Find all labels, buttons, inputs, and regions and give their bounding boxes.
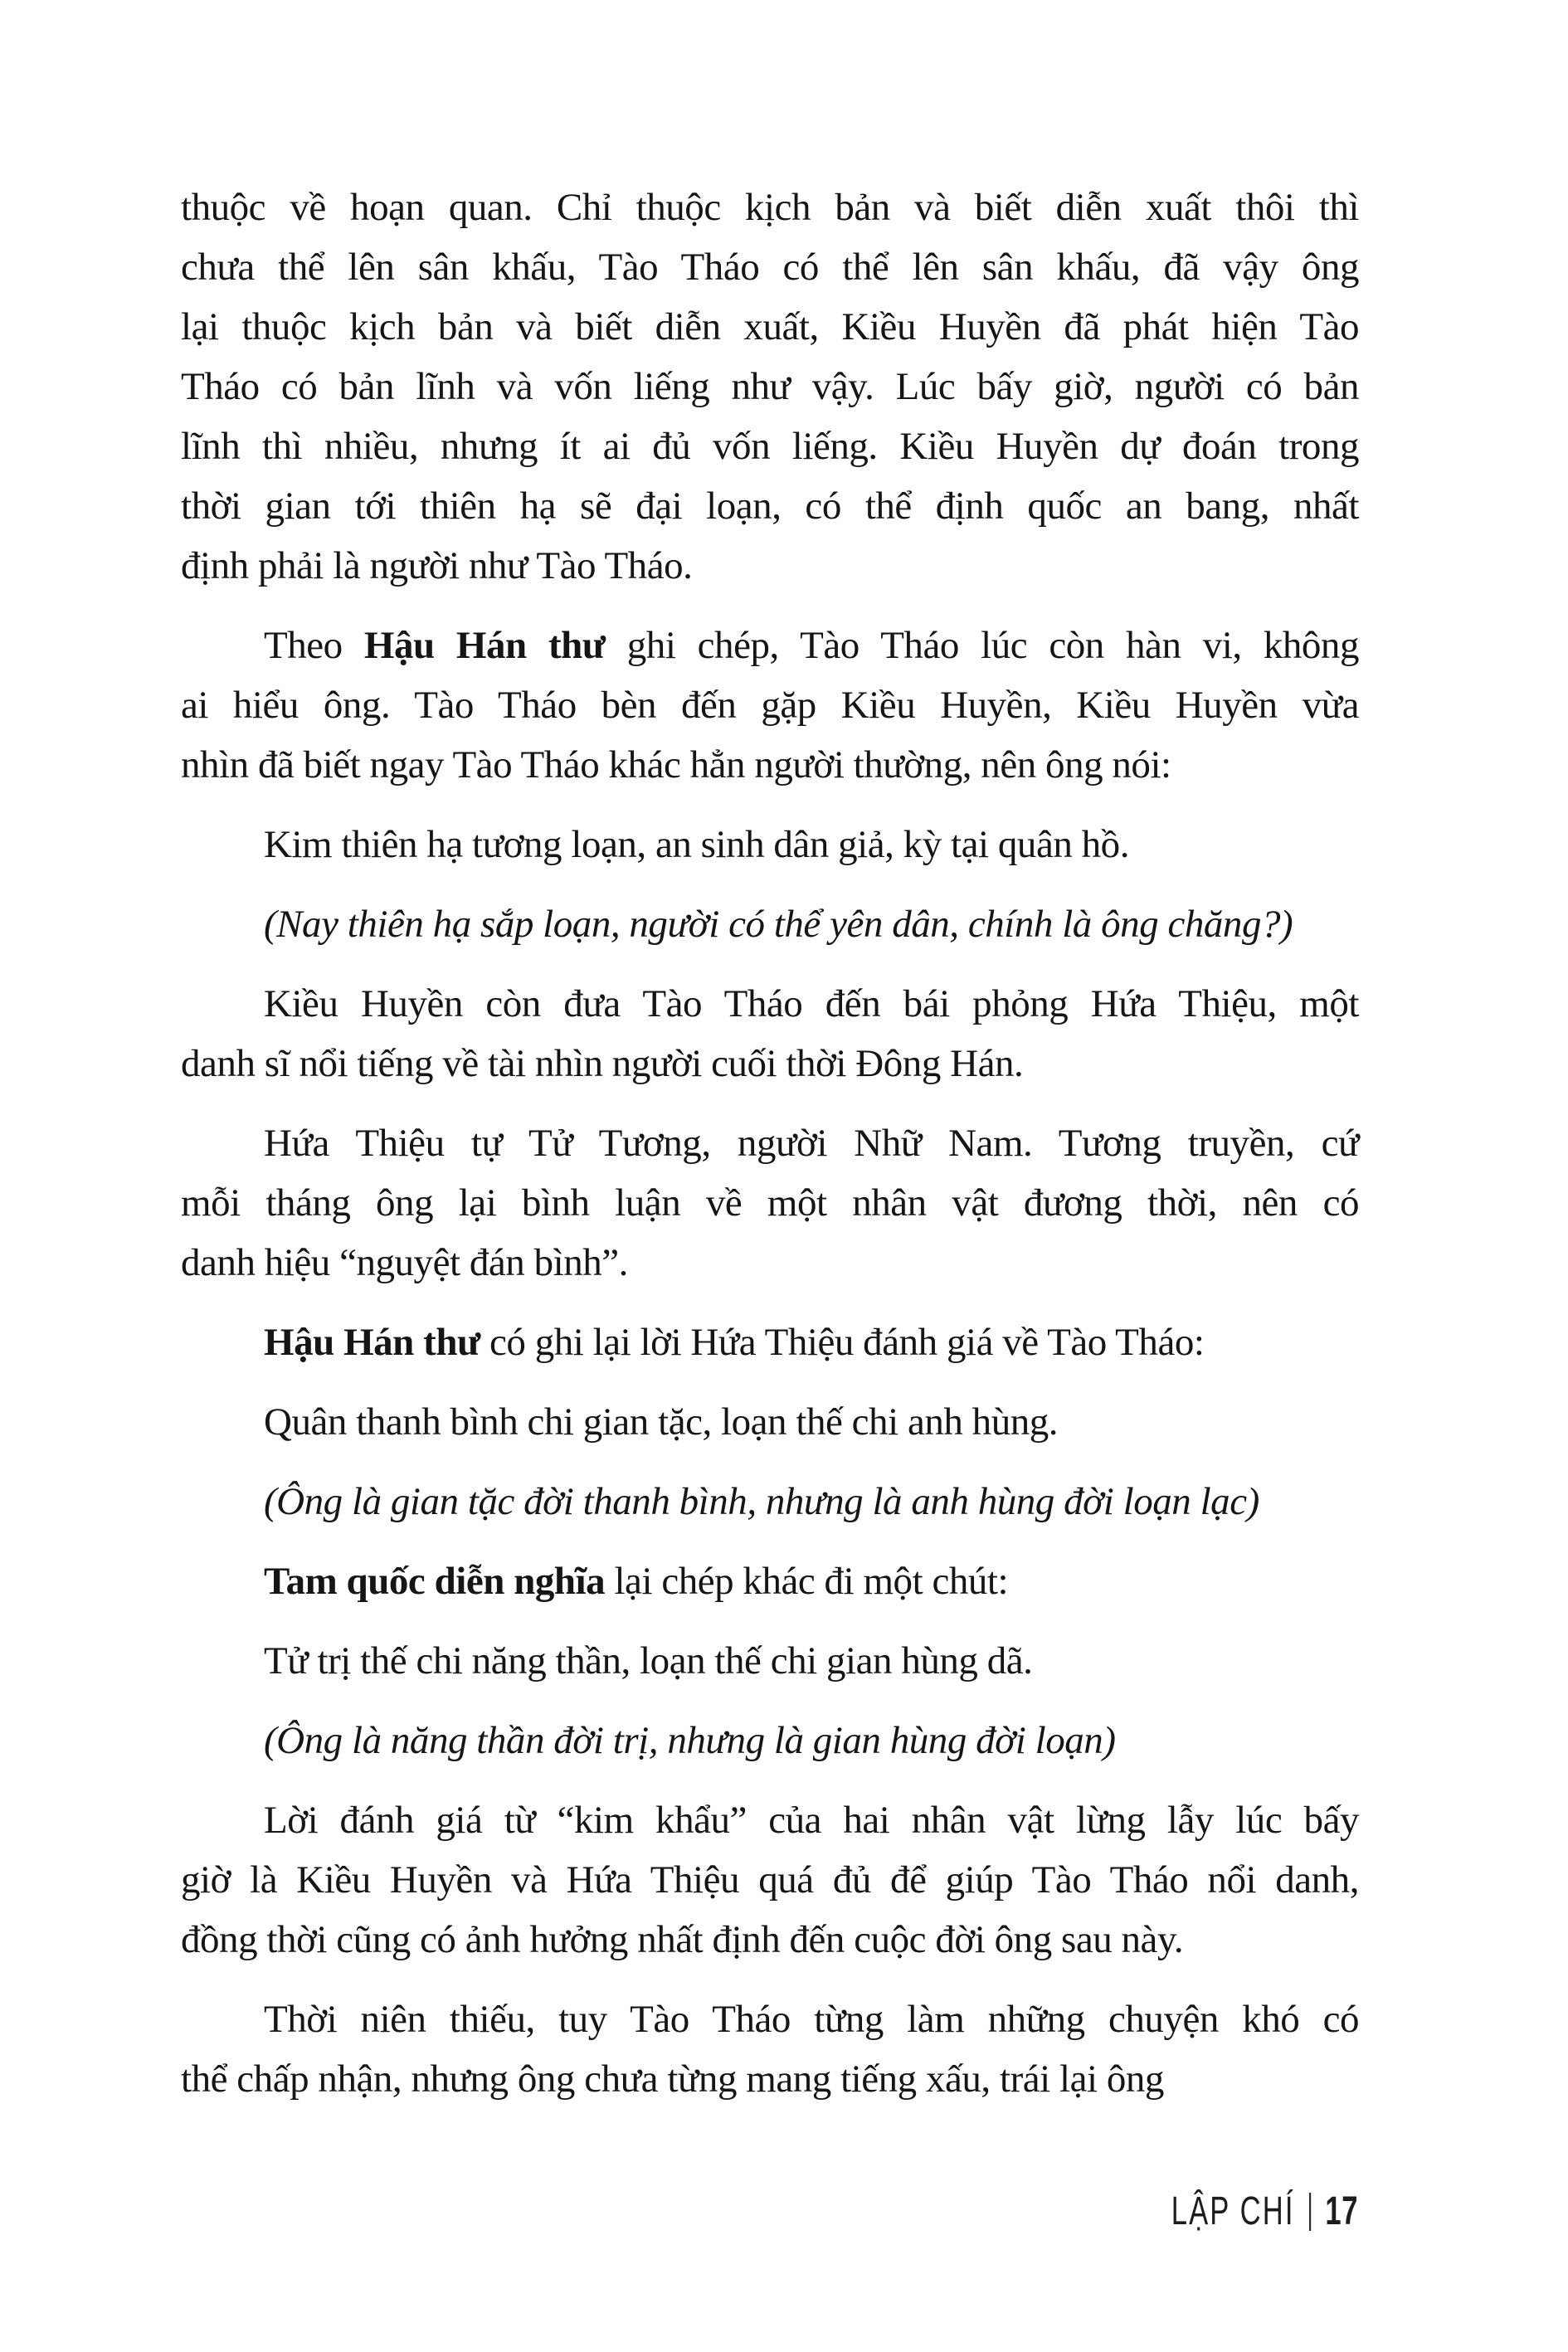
- text-run: thể chấp nhận, nhưng ông chưa từng mang tiếng xấu, trái lại ông: [181, 2057, 1164, 2101]
- quote: [181, 1392, 1359, 1452]
- book-title-bold: Tam quốc diễn nghĩa: [264, 1560, 606, 1603]
- text-run: thời gian tới thiên hạ sẽ đại loạn, có thể định quốc an bang, nhất: [181, 485, 1359, 528]
- paragraph: [181, 1989, 1359, 2109]
- page-number: 17: [1325, 2189, 1358, 2233]
- page-footer: [1171, 2187, 1358, 2237]
- text-run: lại chép khác đi một chút:: [605, 1560, 1009, 1603]
- paragraph: [181, 616, 1359, 795]
- text-line: [181, 735, 1359, 795]
- text-line: [181, 297, 1359, 357]
- quote-translation: [181, 1711, 1359, 1770]
- text-line: [181, 536, 1359, 596]
- text-line: [181, 1989, 1359, 2049]
- text-line: [181, 1850, 1359, 1910]
- text-line: [181, 476, 1359, 536]
- text-line: [181, 1551, 1359, 1611]
- paragraph: [181, 1551, 1359, 1611]
- text-run: Kim thiên hạ tương loạn, an sinh dân giả, kỳ tại quân hồ.: [264, 823, 1129, 866]
- text-line: [181, 178, 1359, 237]
- quote-translation: [181, 894, 1359, 954]
- text-run: (Ông là năng thần đời trị, nhưng là gian hùng đời loạn): [264, 1719, 1116, 1762]
- paragraph: [181, 1113, 1359, 1293]
- text-line: [181, 237, 1359, 297]
- text-run: danh sĩ nổi tiếng về tài nhìn người cuối thời Đông Hán.: [181, 1042, 1024, 1085]
- text-run: Lời đánh giá từ “kim khẩu” của hai nhân vật lừng lẫy lúc bấy: [264, 1799, 1359, 1842]
- text-line: [181, 894, 1359, 954]
- text-line: [181, 1034, 1359, 1093]
- text-line: [181, 1910, 1359, 1970]
- text-line: [181, 1711, 1359, 1770]
- paragraph: [181, 1790, 1359, 1970]
- paragraph: [181, 1312, 1359, 1372]
- text-run: Thời niên thiếu, tuy Tào Tháo từng làm những chuyện khó có: [264, 1998, 1359, 2041]
- text-line: [181, 2049, 1359, 2109]
- running-head: LẬP CHÍ: [1171, 2189, 1295, 2233]
- text-line: [181, 974, 1359, 1034]
- text-run: chưa thể lên sân khấu, Tào Tháo có thể lên sân khấu, đã vậy ông: [181, 246, 1359, 289]
- text-line: [181, 1392, 1359, 1452]
- text-line: [181, 1312, 1359, 1372]
- text-run: Kiều Huyền còn đưa Tào Tháo đến bái phỏng Hứa Thiệu, một: [264, 982, 1359, 1025]
- quote-translation: [181, 1472, 1359, 1531]
- quote: [181, 815, 1359, 874]
- footer-divider: [1309, 2193, 1311, 2231]
- text-run: lĩnh thì nhiều, nhưng ít ai đủ vốn liếng. Kiều Huyền dự đoán trong: [181, 425, 1359, 468]
- text-run: giờ là Kiều Huyền và Hứa Thiệu quá đủ để giúp Tào Tháo nổi danh,: [181, 1858, 1359, 1902]
- text-run: Tử trị thế chi năng thần, loạn thế chi gian hùng dã.: [264, 1639, 1033, 1682]
- text-run: Hứa Thiệu tự Tử Tương, người Nhữ Nam. Tương truyền, cứ: [264, 1122, 1359, 1165]
- text-line: [181, 416, 1359, 476]
- text-run: mỗi tháng ông lại bình luận về một nhân vật đương thời, nên có: [181, 1181, 1359, 1225]
- text-run: ghi chép, Tào Tháo lúc còn hàn vi, không: [605, 624, 1359, 667]
- paragraph: [181, 178, 1359, 596]
- text-run: định phải là người như Tào Tháo.: [181, 544, 693, 587]
- text-line: [181, 1113, 1359, 1173]
- text-line: [181, 1631, 1359, 1691]
- text-run: thuộc về hoạn quan. Chỉ thuộc kịch bản và biết diễn xuất thôi thì: [181, 186, 1359, 229]
- text-line: [181, 1472, 1359, 1531]
- text-run: danh hiệu “nguyệt đán bình”.: [181, 1241, 628, 1284]
- paragraph: [181, 974, 1359, 1093]
- text-line: [181, 357, 1359, 416]
- text-line: [181, 815, 1359, 874]
- text-run: Tháo có bản lĩnh và vốn liếng như vậy. Lúc bấy giờ, người có bản: [181, 365, 1359, 408]
- text-run: (Nay thiên hạ sắp loạn, người có thể yên dân, chính là ông chăng?): [264, 903, 1293, 946]
- text-line: [181, 616, 1359, 675]
- text-run: lại thuộc kịch bản và biết diễn xuất, Kiều Huyền đã phát hiện Tào: [181, 305, 1359, 348]
- text-run: Theo: [264, 624, 364, 667]
- text-line: [181, 675, 1359, 735]
- text-line: [181, 1233, 1359, 1293]
- text-run: nhìn đã biết ngay Tào Tháo khác hẳn người thường, nên ông nói:: [181, 743, 1171, 786]
- book-title-bold: Hậu Hán thư: [264, 1321, 480, 1364]
- text-run: có ghi lại lời Hứa Thiệu đánh giá về Tào Tháo:: [480, 1321, 1205, 1364]
- quote: [181, 1631, 1359, 1691]
- text-line: [181, 1173, 1359, 1233]
- text-run: đồng thời cũng có ảnh hưởng nhất định đến cuộc đời ông sau này.: [181, 1918, 1184, 1961]
- text-column: [181, 178, 1359, 2109]
- book-title-bold: Hậu Hán thư: [363, 624, 606, 667]
- text-run: Quân thanh bình chi gian tặc, loạn thế chi anh hùng.: [264, 1400, 1059, 1444]
- text-line: [181, 1790, 1359, 1850]
- text-run: ai hiểu ông. Tào Tháo bèn đến gặp Kiều Huyền, Kiều Huyền vừa: [181, 684, 1359, 727]
- text-run: (Ông là gian tặc đời thanh bình, nhưng là anh hùng đời loạn lạc): [264, 1480, 1259, 1523]
